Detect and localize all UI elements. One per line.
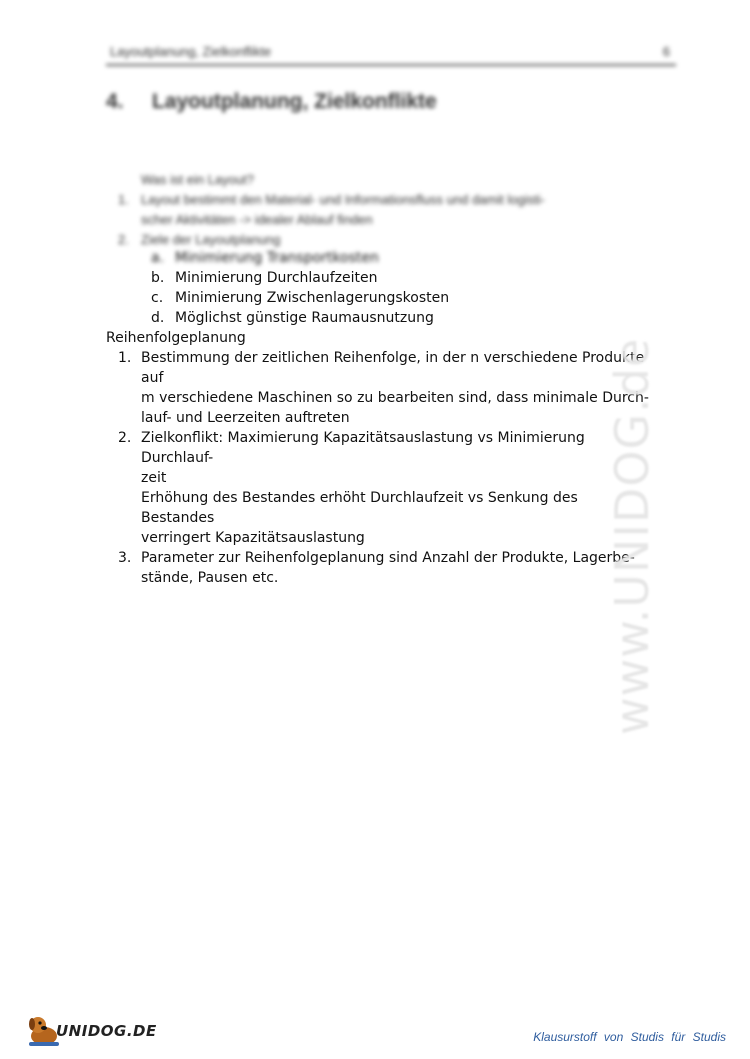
goal-text: Minimierung Durchlaufzeiten [175, 270, 378, 286]
item-marker: 2. [118, 430, 132, 446]
section-heading: Reihenfolgeplanung [106, 330, 246, 346]
footer-tagline: Klausurstoff von Studis für Studis [533, 1030, 726, 1044]
numbered-item [106, 428, 651, 548]
item-marker: 3. [118, 550, 132, 566]
numbered-item [106, 348, 651, 428]
chapter-title: Layoutplanung, Zielkonflikte [152, 90, 437, 113]
watermark: www.UNIDOG.de [605, 337, 659, 735]
logo-text: UNIDOG.DE [56, 1022, 157, 1040]
intro-item [106, 230, 646, 250]
intro-item-text: scher Aktivitäten -> idealer Ablauf finden [141, 212, 373, 227]
goal-text: Möglichst günstige Raumausnutzung [175, 310, 434, 326]
goal-item [106, 248, 651, 268]
intro-question: Was ist ein Layout? [141, 172, 254, 187]
goal-item [106, 308, 651, 328]
item-line: Bestimmung der zeitlichen Reihenfolge, in der n verschiedene Produkte auf [141, 350, 645, 386]
chapter-heading [106, 90, 437, 114]
item-line: Zielkonflikt: Maximierung Kapazitätsauslastung vs Minimierung Durchlauf- [141, 430, 585, 466]
document-body [106, 250, 651, 588]
intro-block [106, 170, 646, 250]
goal-item [106, 268, 651, 288]
chapter-number: 4. [106, 90, 124, 113]
item-line: Erhöhung des Bestandes erhöht Durchlaufzeit vs Senkung des Bestandes [141, 490, 578, 526]
item-line: stände, Pausen etc. [141, 570, 279, 586]
item-line: zeit [141, 470, 167, 486]
goal-marker: d. [151, 310, 165, 326]
item-line: Parameter zur Reihenfolgeplanung sind Anzahl der Produkte, Lagerbe- [141, 550, 635, 566]
goal-marker: c. [151, 290, 164, 306]
intro-item-text: Layout bestimmt den Material- und Informationsfluss und damit logisti- [141, 192, 545, 207]
intro-item-marker: 1. [118, 192, 129, 207]
intro-item-text: Ziele der Layoutplanung [141, 232, 281, 247]
item-line: lauf- und Leerzeiten auftreten [141, 410, 350, 426]
header-title: Layoutplanung, Zielkonflikte [110, 44, 272, 59]
goal-text: Minimierung Zwischenlagerungskosten [175, 290, 450, 306]
goal-text: Minimierung Transportkosten [175, 250, 379, 266]
goal-marker: b. [151, 270, 165, 286]
intro-item-marker: 2. [118, 232, 129, 247]
page-header [106, 42, 676, 66]
item-line: m verschiedene Maschinen so zu bearbeiten sind, dass minimale Durch- [141, 390, 649, 406]
numbered-item [106, 548, 651, 588]
intro-item [106, 210, 646, 230]
item-marker: 1. [118, 350, 132, 366]
header-page-number: 6 [662, 44, 670, 59]
goal-marker: a. [151, 250, 165, 266]
goal-item [106, 288, 651, 308]
item-line: verringert Kapazitätsauslastung [141, 530, 365, 546]
intro-item [106, 190, 646, 210]
